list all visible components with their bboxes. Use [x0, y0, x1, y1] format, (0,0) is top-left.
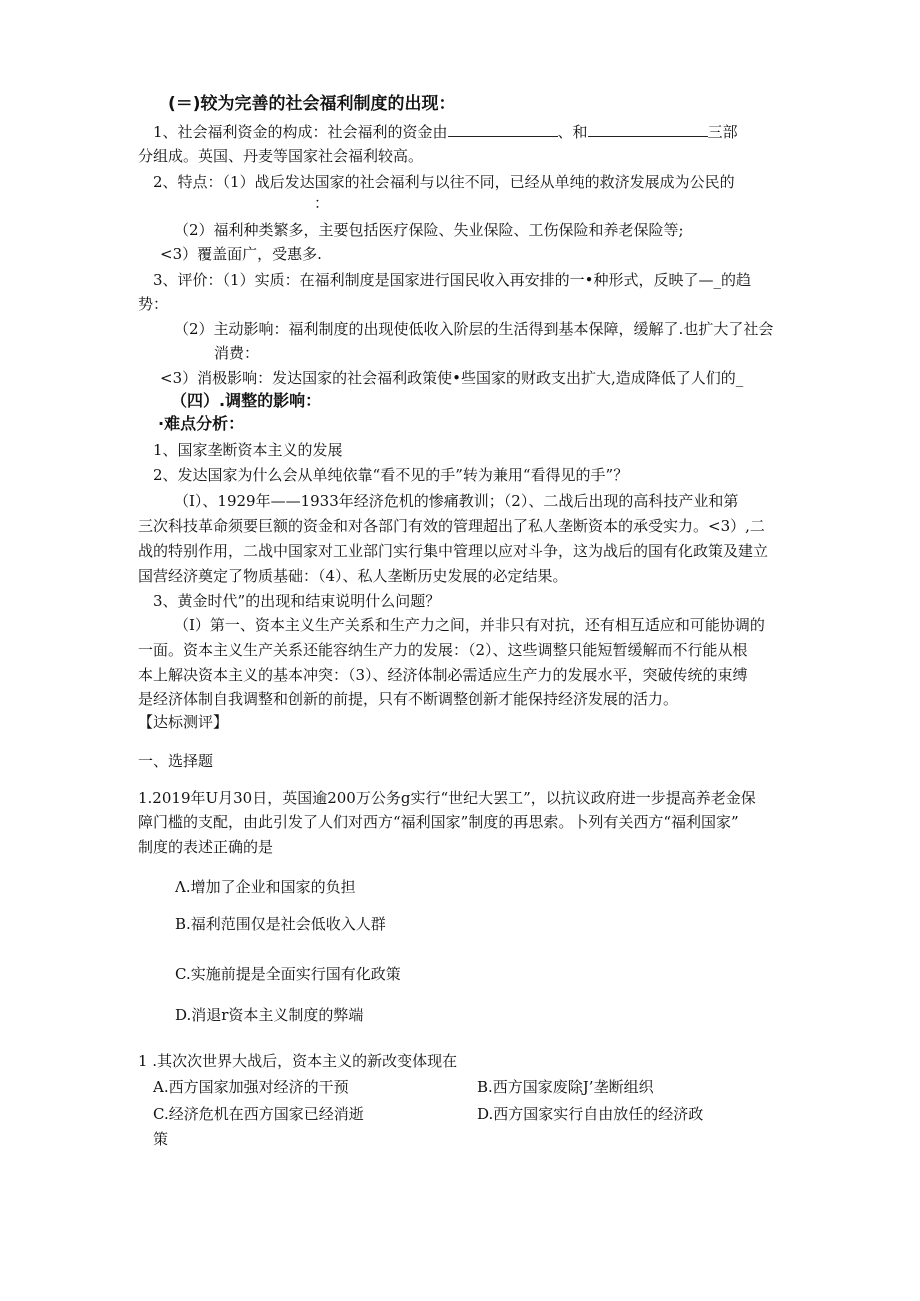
- welfare-features-colon: ：: [314, 194, 330, 212]
- question1-option-b: B.福利范围仅是社会低收入人群: [175, 915, 386, 933]
- welfare-features-line: 2、特点：（1）战后发达国家的社会福利与以往不同，已经从单纯的救济发展成为公民的: [153, 173, 735, 191]
- choice-section-title: 一、选择题: [138, 752, 214, 770]
- analysis-heading: ·难点分析：: [158, 414, 245, 433]
- question2-stem: 1 .其次次世界大战后，资本主义的新改变体现在: [138, 1052, 458, 1070]
- question2-option-d: D.西方国家实行自由放任的经济政: [477, 1105, 704, 1123]
- question1-option-c: C.实施前提是全面实行国有化政策: [175, 965, 401, 983]
- fill-blank: [588, 122, 708, 137]
- analysis-q2-answer-line4: 国营经济奠定了物质基础：（4）、私人垄断历史发展的必定结果。: [138, 567, 568, 585]
- welfare-negative-impact: <3）消极影响：发达国家的社会福利政策使•些国家的财政支出扩大,造成降低了人们的_: [160, 369, 744, 387]
- analysis-q1: 1、国家垄断资本主义的发展: [153, 441, 343, 459]
- question1-stem-line1: 1.2019年U月30日，英国逾200万公务g实行“世纪大罢工”，以抗议政府进一步提高养老金保: [138, 789, 756, 807]
- question1-stem-line3: 制度的表述正确的是: [138, 838, 274, 856]
- question1-stem-line2: 障门槛的支配，由此引发了人们对西方“福利国家”制度的再思索。卜列有关西方“福利国家”: [138, 813, 739, 831]
- analysis-q2-answer-line3: 战的特别作用，二战中国家对工业部门实行集中管理以应对斗争，这为战后的国有化政策及建立: [138, 542, 769, 560]
- welfare-features-point3: <3）覆盖面广，受惠多.: [160, 245, 322, 263]
- welfare-funding-sep: 、和: [557, 123, 588, 141]
- welfare-positive-impact: （2）主动影响：福利制度的出现使低收入阶层的生活得到基本保障，缓解了.也扩大了社会: [174, 320, 774, 338]
- analysis-q3-answer-line3: 本上解决资本主义的基本冲突：（3）、经济体制必需适应生产力的发展水平，突破传统的束缚: [138, 666, 748, 684]
- analysis-q2: 2、发达国家为什么会从单纯依靠“看不见的手”转为兼用“看得见的手”？: [153, 466, 629, 484]
- welfare-evaluation-line: 3、评价：（1）实质：在福利制度是国家进行国民收入再安排的一•种形式，反映了—_的趋: [153, 271, 751, 289]
- welfare-funding-line: [153, 122, 738, 142]
- welfare-funding-end: 三部: [707, 123, 738, 141]
- question2-option-c: C.经济危机在西方国家已经消逝: [153, 1105, 364, 1123]
- assessment-heading: 【达标测评】: [138, 713, 229, 731]
- welfare-evaluation-continued: 势：: [138, 295, 169, 313]
- question2-option-a: A.西方国家加强对经济的干预: [153, 1078, 349, 1096]
- analysis-q2-answer-line1: （I）、1929年——1933年经济危机的惨痛教训；（2）、二战后出现的高科技产业和第: [174, 492, 739, 510]
- fill-blank: [448, 122, 558, 137]
- welfare-funding-continued: 分组成。英国、丹麦等国家社会福利较高。: [138, 147, 424, 165]
- analysis-q3: 3、黄金时代”的出现和结束说明什么问题？: [153, 592, 441, 610]
- question1-option-a: Λ.增加了企业和国家的负担: [175, 878, 356, 896]
- welfare-features-point2: （2）福利种类繁多，主要包括医疗保险、失业保险、工伤保险和养老保险等;: [174, 221, 684, 239]
- analysis-q3-answer-line1: （I）第一、资本主义生产关系和生产力之间，并非只有对抗，还有相互适应和可能协调的: [174, 616, 765, 634]
- question2-option-d-continued: 策: [153, 1130, 169, 1148]
- question2-option-b: B.西方国家废除J’垄断组织: [477, 1078, 654, 1096]
- question1-option-d: D.消退r资本主义制度的弊端: [175, 1006, 364, 1024]
- section-heading-adjustment: （四）.调整的影响：: [171, 391, 322, 410]
- welfare-funding-text: 1、社会福利资金的构成：社会福利的资金由: [153, 123, 448, 141]
- analysis-q3-answer-line2: 一面。资本主义生产关系还能容纳生产力的发展：（2）、这些调整只能短暂缓解而不行能从根: [138, 641, 748, 659]
- analysis-q2-answer-line2: 三次科技革命须要巨额的资金和对各部门有效的管理超出了私人垄断资本的承受实力。<3）,二: [138, 517, 765, 535]
- welfare-positive-impact-continued: 消费：: [214, 344, 260, 362]
- section-heading-welfare: (＝)较为完善的社会福利制度的出现：: [168, 94, 456, 114]
- analysis-q3-answer-line4: 是经济体制自我调整和创新的前提，只有不断调整创新才能保持经济发展的活力。: [138, 690, 679, 708]
